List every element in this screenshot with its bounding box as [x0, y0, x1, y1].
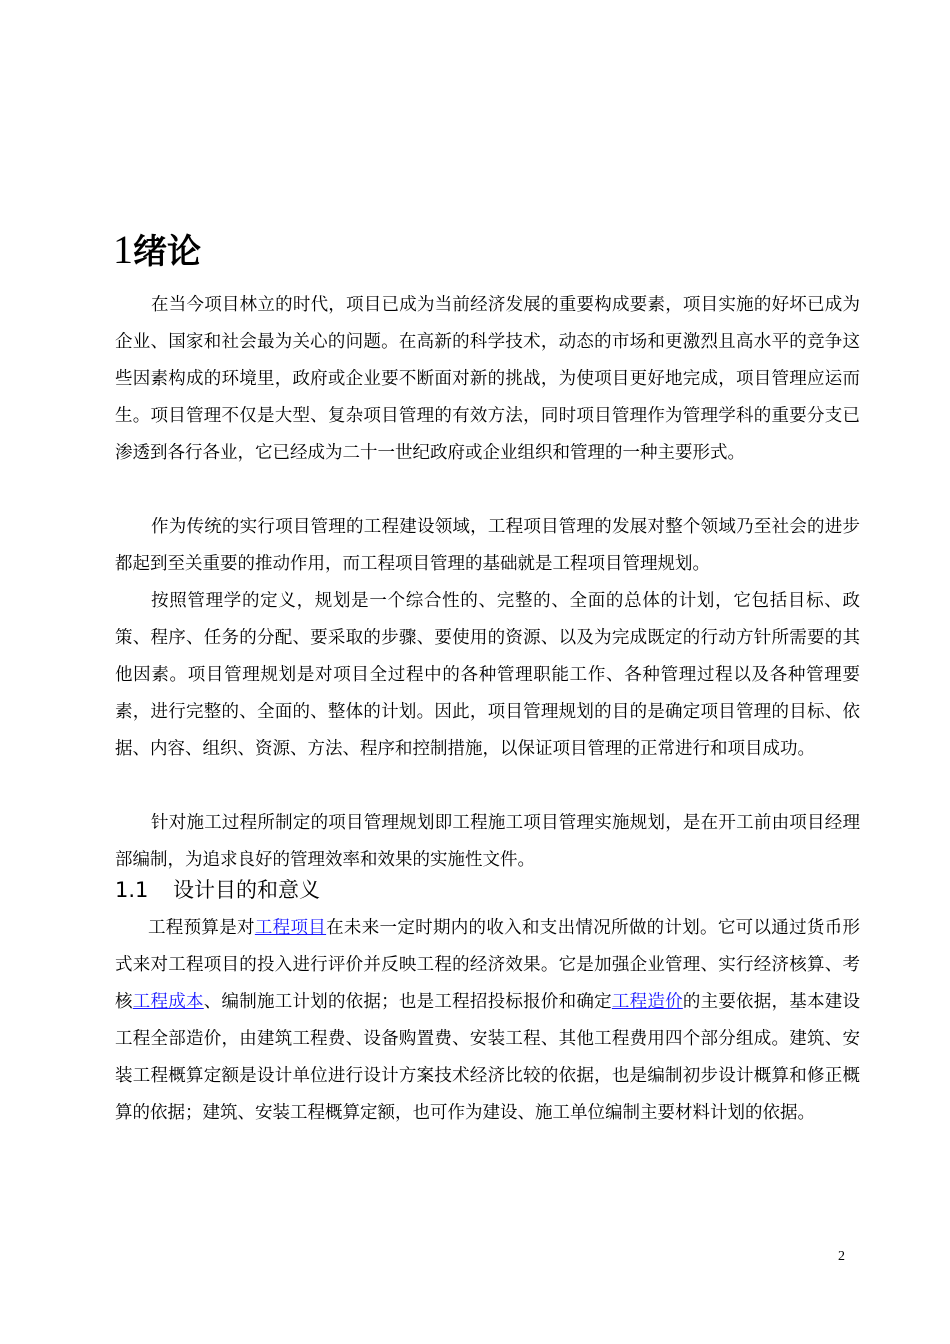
page-number: 2 [838, 1249, 845, 1264]
section-paragraph [115, 910, 860, 1132]
section-text-1: 工程预算是对 [148, 918, 255, 938]
link-engineering-cost[interactable]: 工程成本 [132, 992, 204, 1012]
link-engineering-project[interactable]: 工程项目 [254, 918, 327, 938]
section-text-4: 的主要依据，基本建设工程全部造价，由建筑工程费、设备购置费、安装工程、其他工程费用四个部分组成。建筑、安装工程概算定额是设计单位进行设计方案技术经济比较的依据，也是编制初步设计概算和修正概算的依据；建筑、安装工程概算定额，也可作为建设、施工单位编制主要材料计划的依据。 [115, 992, 861, 1123]
chapter-title [113, 224, 201, 278]
intro-paragraph-2: 作为传统的实行项目管理的工程建设领域，工程项目管理的发展对整个领域乃至社会的进步都起到至关重要的推动作用，而工程项目管理的基础就是工程项目管理规划。 [115, 517, 860, 574]
chapter-number: 1 [113, 227, 133, 272]
section-heading [115, 873, 320, 907]
section-number: 1.1 [115, 878, 149, 902]
chapter-title-text: 绪论 [133, 232, 201, 272]
intro-paragraph-1: 在当今项目林立的时代，项目已成为当前经济发展的重要构成要素，项目实施的好坏已成为企业、国家和社会最为关心的问题。在高新的科学技术，动态的市场和更激烈且高水平的竞争这些因素构成的环境里，政府或企业要不断面对新的挑战，为使项目更好地完成，项目管理应运而生。项目管理不仅是大型、复杂项目管理的有效方法，同时项目管理作为管理学科的重要分支已渗透到各行各业，它已经成为二十一世纪政府或企业组织和管理的一种主要形式。 [115, 295, 860, 463]
link-engineering-pricing[interactable]: 工程造价 [611, 992, 683, 1012]
intro-paragraph-4: 针对施工过程所制定的项目管理规划即工程施工项目管理实施规划，是在开工前由项目经理部编制，为追求良好的管理效率和效果的实施性文件。 [115, 813, 860, 870]
section-title-text: 设计目的和意义 [173, 878, 320, 902]
intro-paragraph-3: 按照管理学的定义，规划是一个综合性的、完整的、全面的总体的计划，它包括目标、政策、程序、任务的分配、要采取的步骤、要使用的资源、以及为完成既定的行动方针所需要的其他因素。项目管理规划是对项目全过程中的各种管理职能工作、各种管理过程以及各种管理要素，进行完整的、全面的、整体的计划。因此，项目管理规划的目的是确定项目管理的目标、依据、内容、组织、资源、方法、程序和控制措施，以保证项目管理的正常进行和项目成功。 [115, 591, 860, 759]
section-text-2: 在未来一定时期内的收入和支出情况所做的计划。它可以通过货币形式来对工程项目的投入进行评价并反映工程的经济效果。它是加强企业管理、实行经济核算、考核 [115, 918, 861, 1012]
section-text-3: 、编制施工计划的依据；也是工程招投标报价和确定 [203, 992, 612, 1012]
